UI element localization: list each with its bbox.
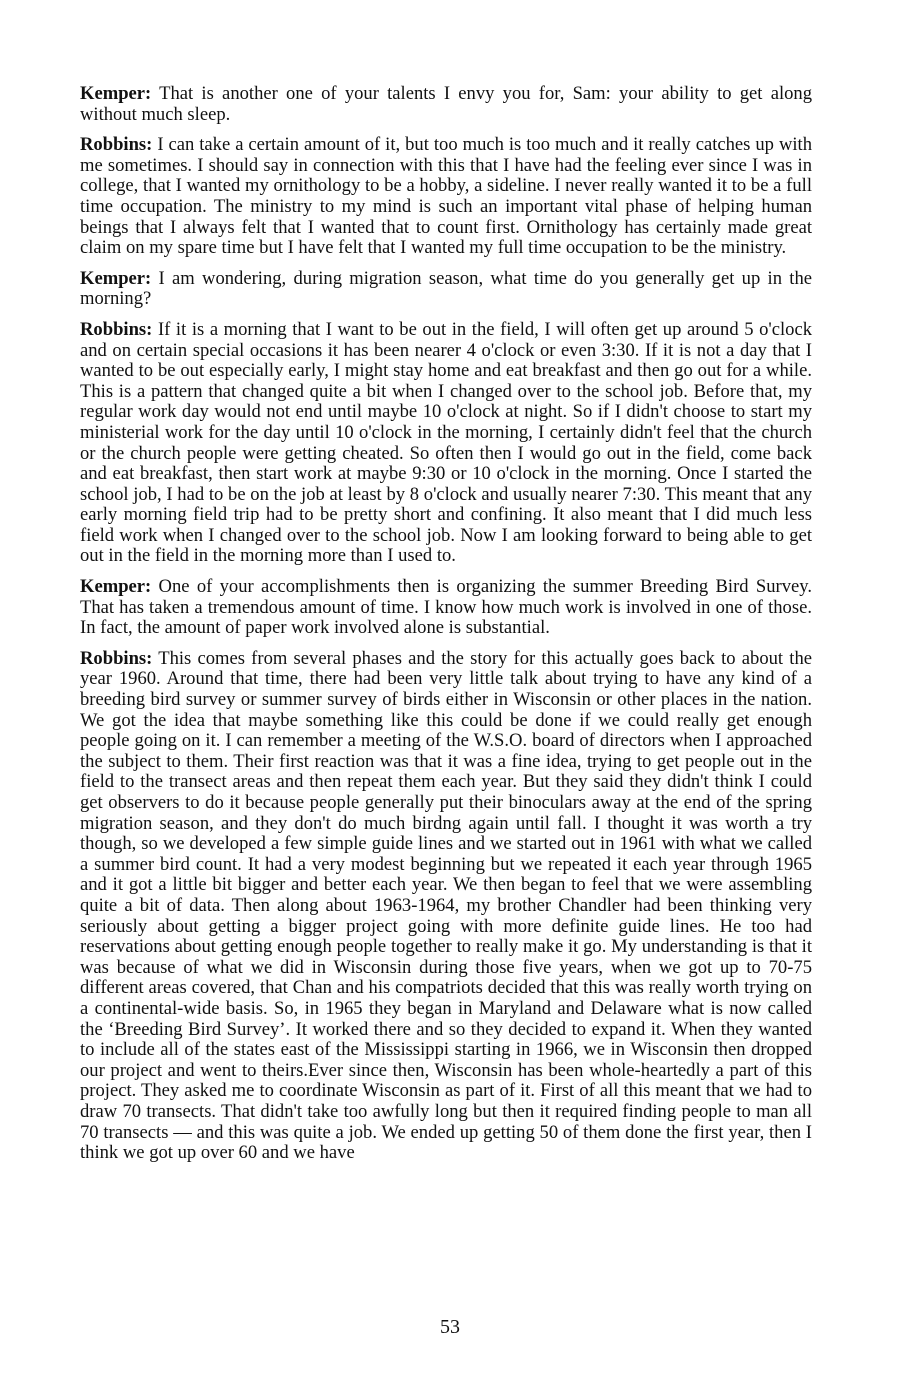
speaker-label: Kemper: bbox=[80, 267, 152, 289]
interview-paragraph bbox=[80, 84, 812, 125]
paragraph-text: One of your accomplishments then is organizing the summer Breeding Bird Survey. That has taken a tremendous amount of time. I know how much work is involved in one of those. In fact, the amount of paper work involved alone is substantial. bbox=[80, 576, 812, 639]
paragraph-text: I can take a certain amount of it, but too much is too much and it really catches up with me sometimes. I should say in connection with this that I have had the feeling ever since I was in college, that I wanted my ornithology to be a hobby, a sideline. I never really wanted it to be a full time occupation. The ministry to my mind is such an important vital phase of helping human beings that I always felt that I wanted that to count first. Ornithology has certainly made great claim on my spare time but I have felt that I wanted my full time occupation to be the ministry. bbox=[80, 134, 812, 259]
paragraph-text: This comes from several phases and the story for this actually goes back to about the year 1960. Around that time, there had been very little talk about trying to have any kind of a breeding bird survey or summer survey of birds either in Wisconsin or other places in the nation. We got the idea that maybe something like this could be done if we could really get enough people going on it. I can remember a meeting of the W.S.O. board of directors when I approached the subject to them. Their first reaction was that it was a fine idea, trying to get people out in the field to the transect areas and then repeat them each year. But they said they didn't think I could get observers to do it because people generally put their binoculars away at the end of the spring migration season, and they don't do much birdng again until fall. I thought it was worth a try though, so we developed a few simple guide lines and we started out in 1961 with what we called a summer bird count. It had a very modest beginning but we repeated it each year through 1965 and it got a little bit bigger and better each year. We then began to feel that we were assembling quite a bit of data. Then along about 1963-1964, my brother Chandler had been thinking very seriously about getting a bigger project going with more definite guide lines. He too had reservations about getting enough people together to really make it go. My understanding is that it was because of what we did in Wisconsin during those five years, when we got up to 70-75 different areas covered, that Chan and his compatriots decided that this was really worth trying on a continental-wide basis. So, in 1965 they began in Maryland and Delaware what is now called the ‘Breeding Bird Survey’. It worked there and so they decided to expand it. When they wanted to include all of the states east of the Mississippi starting in 1966, we in Wisconsin then dropped our project and went to theirs.Ever since then, Wisconsin has been whole-heartedly a part of this project. They asked me to coordinate Wisconsin as part of it. First of all this meant that we had to draw 70 transects. That didn't take too awfully long but then it required finding people to man all 70 transects — and this was quite a job. We ended up getting 50 of them done the first year, then I think we got up over 60 and we have bbox=[80, 647, 813, 1164]
page-number: 53 bbox=[440, 1316, 460, 1338]
speaker-label: Robbins: bbox=[80, 647, 153, 669]
interview-paragraph bbox=[80, 135, 812, 259]
speaker-label: Kemper: bbox=[80, 83, 152, 104]
interview-paragraph bbox=[80, 649, 812, 1164]
document-body bbox=[80, 84, 812, 1174]
paragraph-text: I am wondering, during migration season, what time do you generally get up in the morning? bbox=[80, 267, 812, 310]
speaker-label: Robbins: bbox=[80, 134, 153, 156]
interview-paragraph bbox=[80, 320, 812, 567]
speaker-label: Kemper: bbox=[80, 576, 152, 598]
paragraph-text: That is another one of your talents I envy you for, Sam: your ability to get along without much sleep. bbox=[80, 83, 813, 125]
paragraph-text: If it is a morning that I want to be out in the field, I will often get up around 5 o'clock and on certain special occasions it has been nearer 4 o'clock or even 3:30. If it is not a day that I wanted to be out especially early, I might stay home and eat breakfast and then go out for a while. This is a pattern that changed quite a bit when I changed over to the school job. Before that, my regular work day would not end until maybe 10 o'clock at night. So if I didn't choose to start my ministerial work for the day until 10 o'clock in the morning, I certainly didn't feel that the church or the church people were getting cheated. So often then I would go out in the field, come back and eat breakfast, then start work at maybe 9:30 or 10 o'clock in the morning. Once I started the school job, I had to be on the job at least by 8 o'clock and usually nearer 7:30. This meant that any early morning field trip had to be pretty short and confining. It also meant that I did much less field work when I changed over to the school job. Now I am looking forward to being able to get out in the field in the morning more than I used to. bbox=[80, 318, 812, 567]
speaker-label: Robbins: bbox=[80, 318, 153, 340]
interview-paragraph bbox=[80, 577, 812, 639]
interview-paragraph bbox=[80, 269, 812, 310]
